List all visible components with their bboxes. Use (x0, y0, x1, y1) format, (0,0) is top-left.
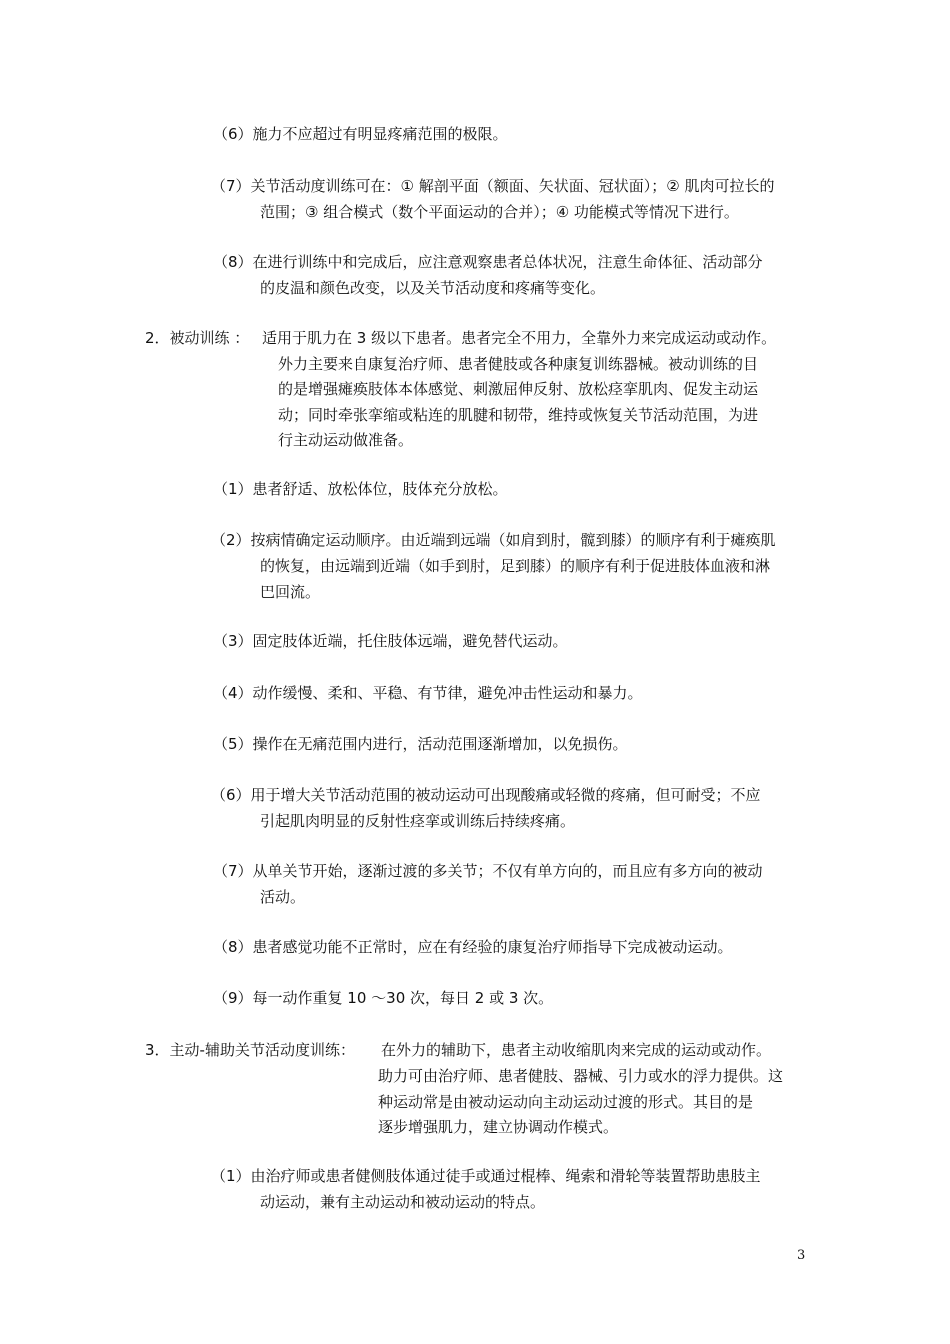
section-2-desc-line-4: 动；同时牵张挛缩或粘连的肌腱和韧带，维持或恢复关节活动范围，为进 (278, 406, 759, 424)
section-3-heading: 3．主动-辅助关节活动度训练： (145, 1041, 355, 1059)
s2-item-6-line-2: 引起肌肉明显的反射性痉挛或训练后持续疼痛。 (260, 812, 576, 830)
section-3-desc-line-1: 在外力的辅助下，患者主动收缩肌肉来完成的运动或动作。 (381, 1041, 772, 1059)
s2-item-2-line-3: 巴回流。 (260, 583, 321, 601)
s2-item-5-line-1: （5）操作在无痛范围内进行，活动范围逐渐增加，以免损伤。 (213, 735, 628, 753)
s2-item-9-line-1: （9）每一动作重复 10 ～30 次，每日 2 或 3 次。 (213, 989, 554, 1007)
item-7-line-1: （7）关节活动度训练可在：① 解剖平面（额面、矢状面、冠状面）；② 肌肉可拉长的 (211, 177, 775, 195)
item-6-line-1: （6）施力不应超过有明显疼痛范围的极限。 (213, 125, 508, 143)
s2-item-3-line-1: （3）固定肢体近端，托住肢体远端，避免替代运动。 (213, 632, 568, 650)
s2-item-2-line-2: 的恢复，由远端到近端（如手到肘，足到膝）的顺序有利于促进肢体血液和淋 (260, 557, 771, 575)
s2-item-8-line-1: （8）患者感觉功能不正常时，应在有经验的康复治疗师指导下完成被动运动。 (213, 938, 733, 956)
s2-item-4-line-1: （4）动作缓慢、柔和、平稳、有节律，避免冲击性运动和暴力。 (213, 684, 643, 702)
s3-item-1-line-2: 动运动，兼有主动运动和被动运动的特点。 (260, 1193, 546, 1211)
s2-item-2-line-1: （2）按病情确定运动顺序。由近端到远端（如肩到肘，髋到膝）的顺序有利于瘫痪肌 (211, 531, 776, 549)
s3-item-1-line-1: （1）由治疗师或患者健侧肢体通过徒手或通过棍棒、绳索和滑轮等装置帮助患肢主 (211, 1167, 761, 1185)
section-2-desc-line-1: 适用于肌力在 3 级以下患者。患者完全不用力，全靠外力来完成运动或动作。 (262, 329, 777, 347)
section-2-desc-line-3: 的是增强瘫痪肢体本体感觉、刺激屈伸反射、放松痉挛肌肉、促发主动运 (278, 380, 759, 398)
s2-item-7-line-1: （7）从单关节开始，逐渐过渡的多关节；不仅有单方向的，而且应有多方向的被动 (213, 862, 763, 880)
s2-item-7-line-2: 活动。 (260, 888, 306, 906)
s2-item-6-line-1: （6）用于增大关节活动范围的被动运动可出现酸痛或轻微的疼痛，但可耐受；不应 (211, 786, 761, 804)
section-3-desc-line-2: 助力可由治疗师、患者健肢、器械、引力或水的浮力提供。这 (378, 1067, 784, 1085)
item-8-line-1: （8）在进行训练中和完成后，应注意观察患者总体状况，注意生命体征、活动部分 (213, 253, 763, 271)
s2-item-1-line-1: （1）患者舒适、放松体位，肢体充分放松。 (213, 480, 508, 498)
section-3-desc-line-3: 种运动常是由被动运动向主动运动过渡的形式。其目的是 (378, 1093, 754, 1111)
item-8-line-2: 的皮温和颜色改变，以及关节活动度和疼痛等变化。 (260, 279, 606, 297)
section-2-heading: 2．被动训练 ： (145, 329, 250, 347)
section-2-desc-line-2: 外力主要来自康复治疗师、患者健肢或各种康复训练器械。被动训练的目 (278, 355, 759, 373)
section-2-desc-line-5: 行主动运动做准备。 (278, 431, 414, 449)
page-number: 3 (797, 1248, 806, 1263)
section-3-desc-line-4: 逐步增强肌力，建立协调动作模式。 (378, 1118, 619, 1136)
item-7-line-2: 范围；③ 组合模式（数个平面运动的合并）；④ 功能模式等情况下进行。 (260, 203, 739, 221)
